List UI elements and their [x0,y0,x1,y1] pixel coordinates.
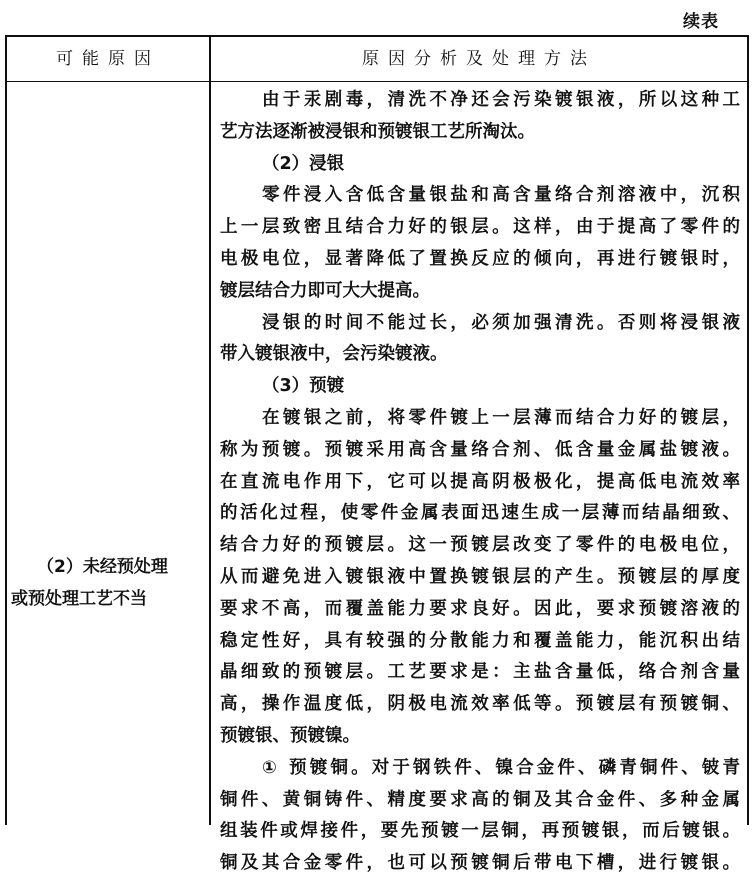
analysis-line: 铜件、黄铜铸件、精度要求高的铜及其合金件、多种金属 [220,789,740,810]
analysis-line: 结合力好的预镀层。这一预镀层改变了零件的电极电位， [220,535,740,556]
analysis-line: 由于汞剧毒，清洗不净还会污染镀银液，所以这种工 [262,90,740,110]
continued-table-label: 续表 [683,12,719,32]
analysis-line: 从而避免进入镀银液中置换镀银层的产生。预镀层的厚度 [220,566,740,587]
analysis-line: 要求不高，而覆盖能力要求良好。因此，要求预镀溶液的 [220,598,740,619]
analysis-line: （3）预镀 [262,376,345,397]
analysis-line: 的活化过程，使零件金属表面迅速生成一层薄而结晶细致、 [220,503,740,524]
analysis-cell [220,85,740,880]
analysis-line: 浸银的时间不能过长，必须加强清洗。否则将浸银液 [262,312,740,333]
troubleshooting-table [5,35,749,874]
analysis-line: 在直流电作用下，它可以提高阴极极化，提高低电流效率 [220,471,740,492]
analysis-line: 预镀银、预镀镍。 [220,725,360,746]
header-analysis-method: 原因分析及处理方法 [362,49,596,69]
header-possible-cause: 可能原因 [56,49,160,69]
analysis-line: 高，操作温度低，阴极电流效率低等。预镀层有预镀铜、 [220,694,740,715]
analysis-line: 艺方法逐渐被浸银和预镀银工艺所淘汰。 [220,121,535,142]
analysis-line: 称为预镀。预镀采用高含量络合剂、低含量金属盐镀液。 [220,439,740,460]
cause-line: （2）未经预处理 [37,557,168,577]
analysis-line: 电极电位，显著降低了置换反应的倾向，再进行镀银时， [220,248,740,269]
analysis-line: ① 预镀铜。对于钢铁件、镍合金件、磷青铜件、铍青 [262,757,740,778]
analysis-line: 稳定性好，具有较强的分散能力和覆盖能力，能沉积出结 [220,630,740,651]
table-header-row [7,37,747,82]
analysis-line: （2）浸银 [262,153,345,174]
analysis-line: 镀层结合力即可大大提高。 [220,280,430,301]
analysis-line: 在镀银之前，将零件镀上一层薄而结合力好的镀层， [262,407,740,428]
analysis-line: 晶细致的预镀层。工艺要求是：主盐含量低，络合剂含量 [220,662,740,683]
analysis-line: 上一层致密且结合力好的银层。这样，由于提高了零件的 [220,217,740,238]
analysis-line: 铜及其合金零件，也可以预镀铜后带电下槽，进行镀银。 [220,853,740,874]
analysis-line: 组装件或焊接件，要先预镀一层铜，再预镀银，而后镀银。 [220,821,740,842]
column-divider [209,37,211,825]
cause-line: 或预处理工艺不当 [11,588,147,609]
cause-cell [7,552,209,616]
analysis-line: 零件浸入含低含量银盐和高含量络合剂溶液中，沉积 [262,185,740,206]
analysis-line: 带入镀银液中，会污染镀液。 [220,344,448,365]
